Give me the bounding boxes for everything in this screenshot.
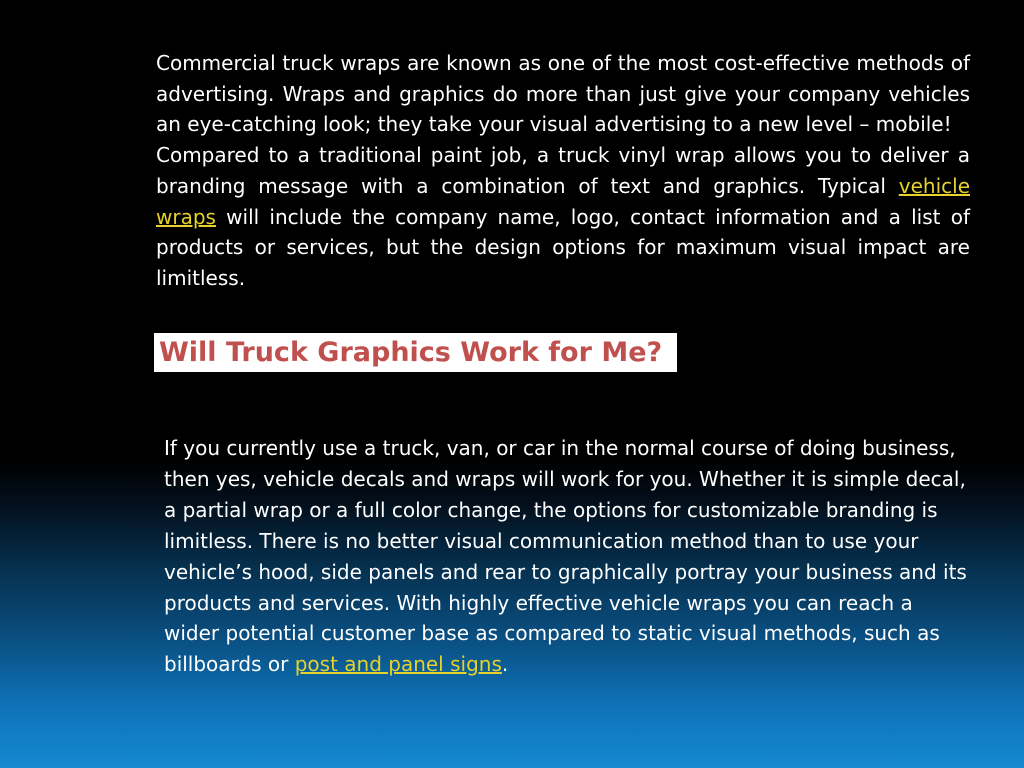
body-paragraph <box>164 433 970 680</box>
section-heading: Will Truck Graphics Work for Me? <box>159 337 663 368</box>
intro-paragraph-2-text-after: will include the company name, logo, contact information and a list of products or services, but the design options for maximum visual impact are limitless. <box>156 204 970 290</box>
intro-paragraph-2-text-before: Compared to a traditional paint job, a truck vinyl wrap allows you to deliver a branding message with a combination of text and graphics. Typical <box>156 143 970 198</box>
intro-text-block <box>156 48 970 294</box>
intro-paragraph-1-text: Commercial truck wraps are known as one of the most cost-effective methods of advertising. Wraps and graphics do more than just give your company vehicles an eye-catching look; they take your visual advertising to a new level – mobile! <box>156 51 970 137</box>
intro-paragraph-2 <box>156 140 970 294</box>
vehicle-wraps-link[interactable]: vehicle wraps <box>156 173 970 229</box>
body-text-after: . <box>501 652 509 677</box>
section-heading-banner <box>154 333 677 372</box>
post-and-panel-signs-link[interactable]: post and panel signs <box>294 652 502 677</box>
intro-paragraph-1 <box>156 48 970 140</box>
body-text-before: If you currently use a truck, van, or car in the normal course of doing business, then yes, vehicle decals and wraps will work for you. Whether it is simple decal, a partial wrap or a full color change, the options for customizable branding is limitless. There is no better visual communication method than to use your vehicle’s hood, side panels and rear to graphically portray your business and its products and services. With highly effective vehicle wraps you can reach a wider potential customer base as compared to static visual methods, such as billboards or <box>164 436 967 677</box>
